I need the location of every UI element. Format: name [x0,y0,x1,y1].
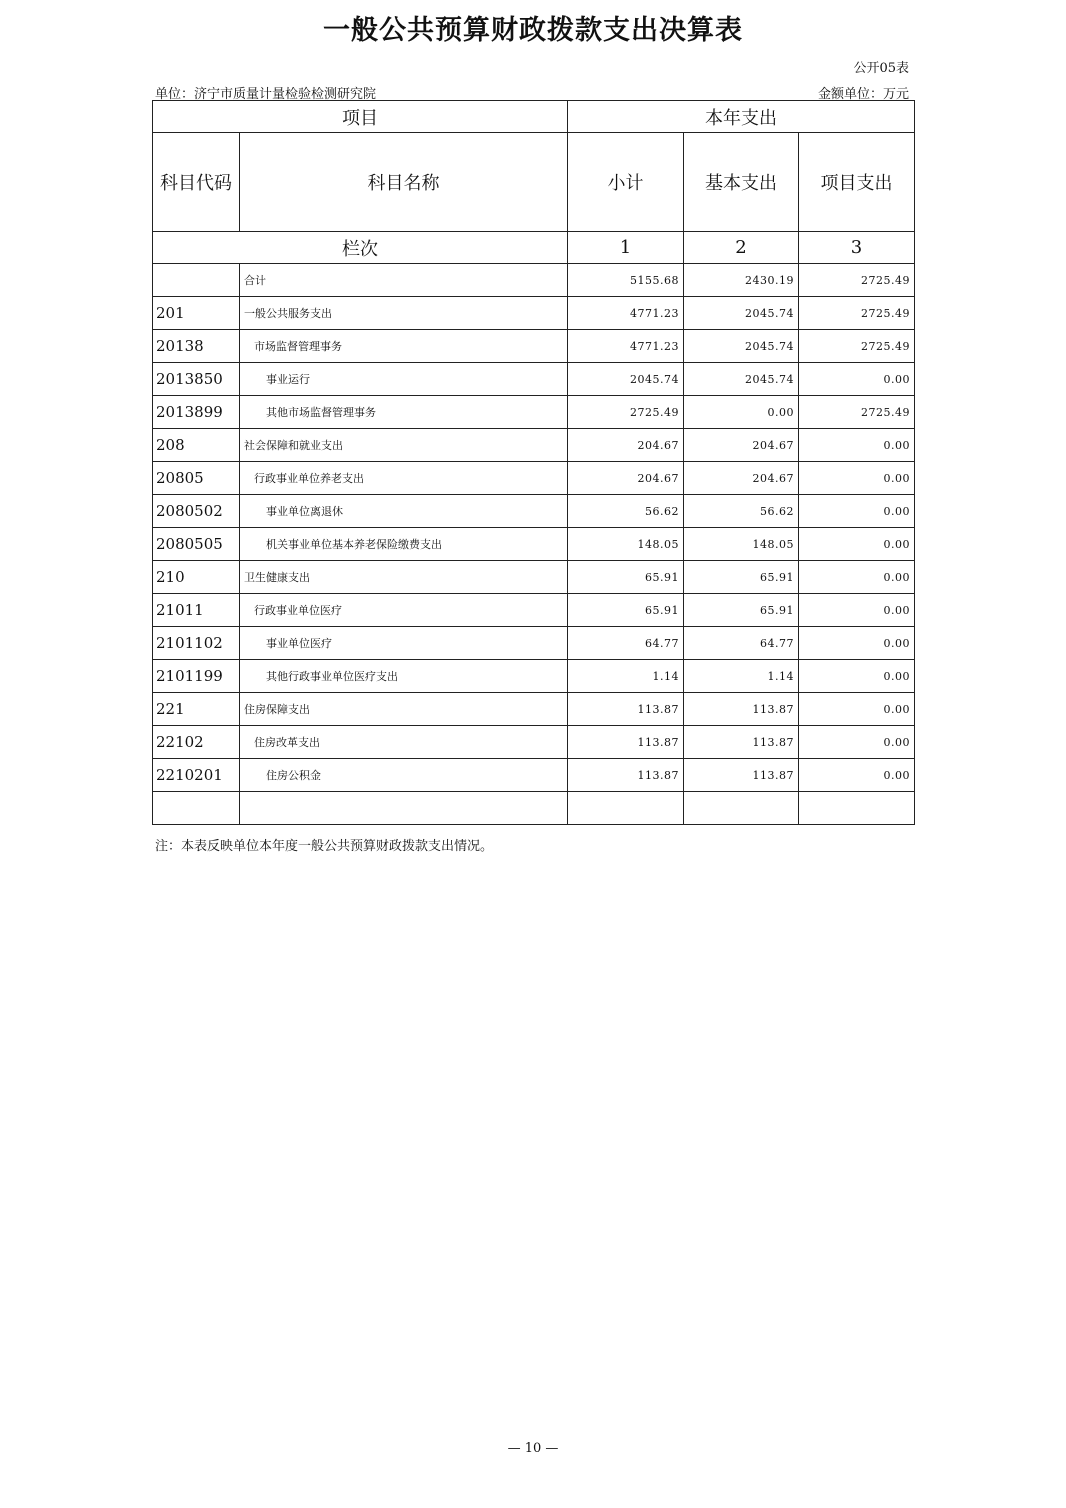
table-row [153,594,915,627]
row-basic: 56.62 [684,495,799,528]
row-project: 0.00 [799,495,915,528]
row-project: 0.00 [799,462,915,495]
header-col-1: 1 [568,232,684,264]
row-code: 2080505 [153,528,240,561]
row-code: 210 [153,561,240,594]
header-basic: 基本支出 [684,133,799,232]
row-project: 0.00 [799,561,915,594]
row-code: 20138 [153,330,240,363]
row-project: 0.00 [799,660,915,693]
row-basic [684,792,799,825]
header-current-year: 本年支出 [568,101,915,133]
row-code: 2101102 [153,627,240,660]
row-basic: 2045.74 [684,297,799,330]
table-row [153,528,915,561]
row-code: 2013850 [153,363,240,396]
header-row-2 [153,133,915,232]
table-row [153,693,915,726]
table-row [153,561,915,594]
row-subtotal: 204.67 [568,462,684,495]
row-name: 行政事业单位养老支出 [240,462,568,495]
row-code: 201 [153,297,240,330]
row-basic: 2430.19 [684,264,799,297]
header-project: 项目 [153,101,568,133]
row-subtotal: 113.87 [568,726,684,759]
row-subtotal: 1.14 [568,660,684,693]
header-row-3 [153,232,915,264]
header-subtotal: 小计 [568,133,684,232]
row-subtotal: 113.87 [568,693,684,726]
row-code: 2080502 [153,495,240,528]
row-project: 2725.49 [799,264,915,297]
row-name [240,792,568,825]
row-subtotal [568,792,684,825]
table-note: 注：本表反映单位本年度一般公共预算财政拨款支出情况。 [155,839,494,854]
row-project: 0.00 [799,759,915,792]
row-project: 0.00 [799,429,915,462]
table-row [153,759,915,792]
table-row [153,726,915,759]
table-row [153,462,915,495]
row-basic: 113.87 [684,759,799,792]
row-name: 社会保障和就业支出 [240,429,568,462]
table-row [153,429,915,462]
row-basic: 2045.74 [684,330,799,363]
table-row [153,363,915,396]
row-name: 卫生健康支出 [240,561,568,594]
row-subtotal: 65.91 [568,594,684,627]
header-name: 科目名称 [240,133,568,232]
row-code: 208 [153,429,240,462]
row-basic: 204.67 [684,429,799,462]
table-row [153,396,915,429]
table-row [153,330,915,363]
row-project: 2725.49 [799,297,915,330]
table-row [153,495,915,528]
unit-label: 单位：济宁市质量计量检验检测研究院 [155,87,377,102]
row-code: 221 [153,693,240,726]
row-basic: 0.00 [684,396,799,429]
page-number: — 10 — [507,1441,559,1456]
row-project: 0.00 [799,693,915,726]
row-subtotal: 5155.68 [568,264,684,297]
row-subtotal: 2045.74 [568,363,684,396]
row-code: 21011 [153,594,240,627]
table-row [153,660,915,693]
row-code: 22102 [153,726,240,759]
row-name: 机关事业单位基本养老保险缴费支出 [240,528,568,561]
row-basic: 148.05 [684,528,799,561]
amount-unit-label: 金额单位：万元 [817,87,909,102]
expenditure-table [152,100,915,825]
row-code: 2013899 [153,396,240,429]
row-code [153,264,240,297]
row-name: 住房改革支出 [240,726,568,759]
row-subtotal: 2725.49 [568,396,684,429]
row-subtotal: 65.91 [568,561,684,594]
row-project: 0.00 [799,627,915,660]
row-project: 0.00 [799,363,915,396]
row-basic: 65.91 [684,594,799,627]
row-name: 合计 [240,264,568,297]
row-name: 一般公共服务支出 [240,297,568,330]
row-subtotal: 56.62 [568,495,684,528]
row-name: 其他市场监督管理事务 [240,396,568,429]
page-title: 一般公共预算财政拨款支出决算表 [323,15,743,46]
row-project: 0.00 [799,726,915,759]
table-row [153,627,915,660]
row-basic: 113.87 [684,693,799,726]
row-subtotal: 204.67 [568,429,684,462]
row-subtotal: 4771.23 [568,330,684,363]
header-code: 科目代码 [153,133,240,232]
row-subtotal: 4771.23 [568,297,684,330]
row-project [799,792,915,825]
row-basic: 204.67 [684,462,799,495]
row-name: 住房保障支出 [240,693,568,726]
row-basic: 113.87 [684,726,799,759]
header-col-index: 栏次 [153,232,568,264]
row-basic: 2045.74 [684,363,799,396]
row-project: 2725.49 [799,330,915,363]
table-tag: 公开05表 [853,61,909,76]
row-basic: 64.77 [684,627,799,660]
row-project: 2725.49 [799,396,915,429]
header-col-2: 2 [684,232,799,264]
row-code: 20805 [153,462,240,495]
header-row-1 [153,101,915,133]
row-name: 市场监督管理事务 [240,330,568,363]
row-name: 事业运行 [240,363,568,396]
row-name: 行政事业单位医疗 [240,594,568,627]
row-name: 事业单位离退休 [240,495,568,528]
row-subtotal: 113.87 [568,759,684,792]
table-row [153,297,915,330]
row-subtotal: 148.05 [568,528,684,561]
row-project: 0.00 [799,594,915,627]
row-code: 2210201 [153,759,240,792]
row-project: 0.00 [799,528,915,561]
row-name: 事业单位医疗 [240,627,568,660]
row-code [153,792,240,825]
table-row [153,792,915,825]
header-col-3: 3 [799,232,915,264]
row-basic: 65.91 [684,561,799,594]
row-name: 住房公积金 [240,759,568,792]
row-subtotal: 64.77 [568,627,684,660]
header-project-expense: 项目支出 [799,133,915,232]
row-basic: 1.14 [684,660,799,693]
row-name: 其他行政事业单位医疗支出 [240,660,568,693]
table-row [153,264,915,297]
row-code: 2101199 [153,660,240,693]
